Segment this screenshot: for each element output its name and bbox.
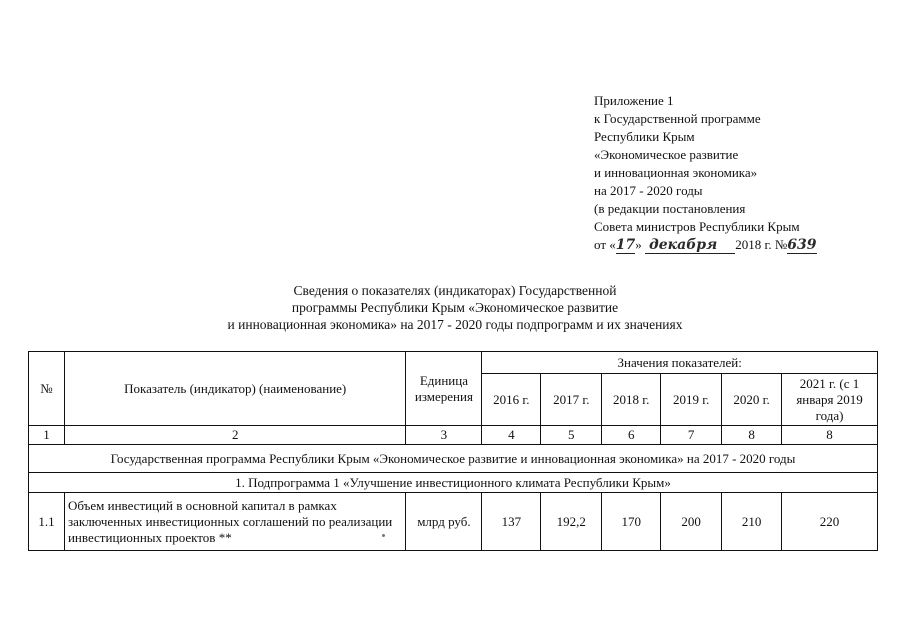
- handwritten-day: 17: [615, 237, 636, 253]
- header-values-group: Значения показателей:: [482, 352, 878, 374]
- date-close-quote: »: [635, 237, 642, 252]
- index-cell: 3: [406, 426, 482, 445]
- table-row: [29, 493, 878, 551]
- header-year: 2017 г.: [541, 374, 602, 426]
- index-cell: 1: [29, 426, 65, 445]
- header-num: №: [29, 352, 65, 426]
- index-cell: 4: [482, 426, 541, 445]
- appendix-line: к Государственной программе: [594, 111, 761, 126]
- date-prefix: от «: [594, 237, 616, 252]
- header-year: 2018 г.: [602, 374, 661, 426]
- program-row: [29, 445, 878, 473]
- header-year: 2021 г. (с 1 января 2019 года): [782, 374, 878, 426]
- row-value: 210: [722, 493, 782, 551]
- resolution-date-line: [594, 236, 817, 254]
- handwritten-month: декабря: [645, 238, 735, 254]
- appendix-line: (в редакции постановления: [594, 201, 746, 216]
- header-year: 2019 г.: [661, 374, 722, 426]
- appendix-line: «Экономическое развитие: [594, 147, 739, 162]
- appendix-line: Республики Крым: [594, 129, 695, 144]
- appendix-line: Совета министров Республики Крым: [594, 219, 800, 234]
- subprogram-row: [29, 473, 878, 493]
- row-value: 137: [482, 493, 541, 551]
- row-unit: млрд руб.: [406, 493, 482, 551]
- row-value: 220: [782, 493, 878, 551]
- index-row: [29, 426, 878, 445]
- title-line: Сведения о показателях (индикаторах) Государственной: [293, 283, 617, 298]
- header-year: 2020 г.: [722, 374, 782, 426]
- title-line: программы Республики Крым «Экономическое развитие: [291, 300, 619, 315]
- index-cell: 7: [661, 426, 722, 445]
- row-indicator: Объем инвестиций в основной капитал в рамках заключенных инвестиционных соглашений по реализации инвестиционных проектов **: [64, 493, 405, 551]
- index-cell: 5: [541, 426, 602, 445]
- subprogram-title: 1. Подпрограмма 1 «Улучшение инвестиционного климата Республики Крым»: [29, 473, 878, 493]
- index-cell: 8: [722, 426, 782, 445]
- index-cell: 8: [782, 426, 878, 445]
- row-num: 1.1: [29, 493, 65, 551]
- header-year: 2016 г.: [482, 374, 541, 426]
- date-year: 2018 г. №: [735, 237, 788, 252]
- scan-speck: [382, 534, 385, 537]
- header-row: [29, 352, 878, 374]
- document-title: [170, 282, 740, 333]
- index-cell: 2: [64, 426, 405, 445]
- appendix-line: Приложение 1: [594, 93, 674, 108]
- row-value: 192,2: [541, 493, 602, 551]
- appendix-block: [594, 92, 817, 254]
- handwritten-number: 639: [787, 237, 817, 253]
- header-indicator: Показатель (индикатор) (наименование): [64, 352, 405, 426]
- title-line: и инновационная экономика» на 2017 - 2020 годы подпрограмм и их значениях: [227, 317, 683, 332]
- header-unit: Единица измерения: [406, 352, 482, 426]
- program-title: Государственная программа Республики Крым «Экономическое развитие и инновационная экономика» на 2017 - 2020 годы: [29, 445, 878, 473]
- row-value: 170: [602, 493, 661, 551]
- index-cell: 6: [602, 426, 661, 445]
- appendix-line: на 2017 - 2020 годы: [594, 183, 703, 198]
- indicators-table: [28, 351, 878, 551]
- row-value: 200: [661, 493, 722, 551]
- appendix-line: и инновационная экономика»: [594, 165, 758, 180]
